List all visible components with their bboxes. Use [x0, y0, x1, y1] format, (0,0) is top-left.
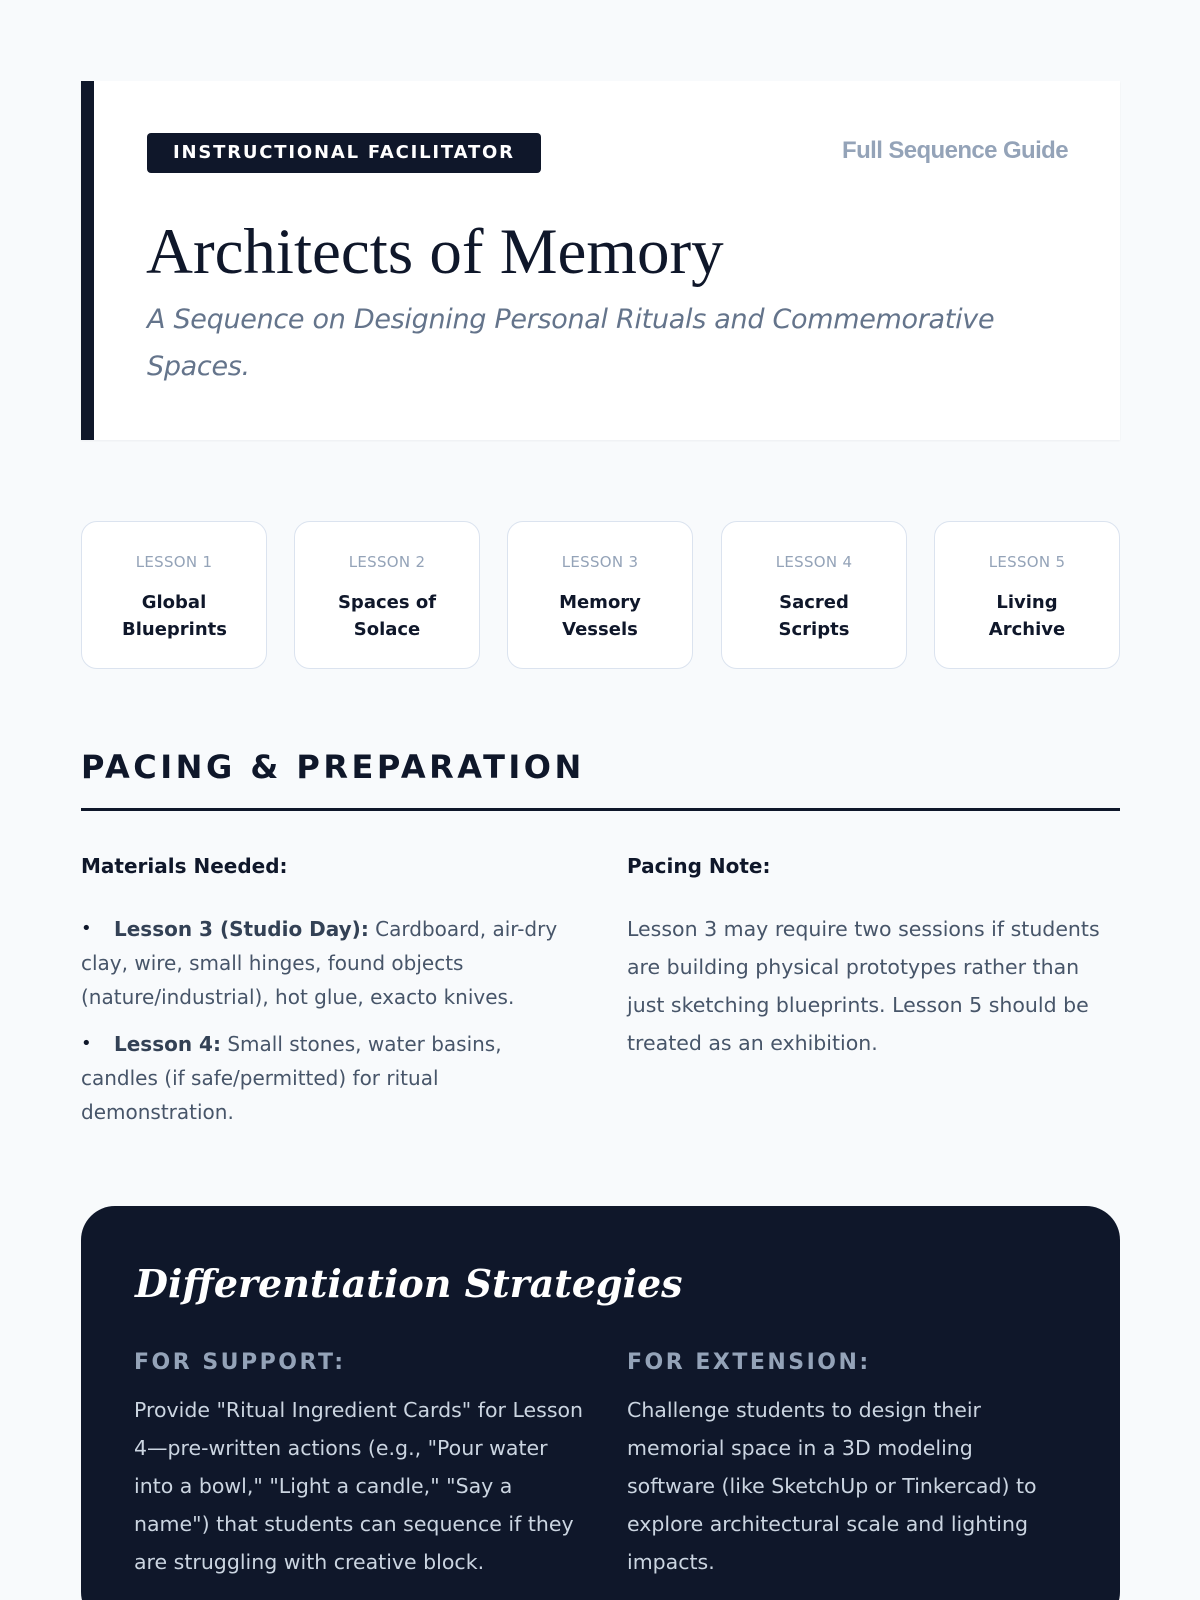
lesson-card-3[interactable]	[507, 521, 693, 669]
lesson-card-2[interactable]	[294, 521, 480, 669]
materials-list	[81, 912, 581, 1142]
materials-label: Materials Needed:	[81, 854, 288, 878]
section-divider	[81, 808, 1120, 811]
pacing-note-label: Pacing Note:	[627, 854, 771, 878]
header-card	[81, 81, 1120, 440]
differentiation-title: Differentiation Strategies	[135, 1261, 683, 1306]
support-text: Provide "Ritual Ingredient Cards" for Lesson 4—pre-written actions (e.g., "Pour water into a bowl," "Light a candle," "Say a name") that students can sequence if they are struggling with creative block.	[134, 1398, 584, 1574]
material-text: Cardboard, air-dry clay, wire, small hinges, found objects (nature/industrial), hot glue, exacto knives.	[81, 917, 558, 1009]
pacing-section-heading: PACING & PREPARATION	[81, 748, 585, 786]
lesson-nav	[81, 521, 1120, 669]
lesson-number: LESSON 5	[988, 553, 1066, 571]
role-badge: INSTRUCTIONAL FACILITATOR	[147, 133, 541, 173]
bullet-icon: •	[81, 918, 92, 939]
lesson-name: Memory Vessels	[559, 592, 641, 640]
lesson-number: LESSON 1	[135, 553, 213, 571]
lesson-number: LESSON 4	[775, 553, 853, 571]
lesson-card-5[interactable]	[934, 521, 1120, 669]
extension-text: Challenge students to design their memorial space in a 3D modeling software (like SketchUp or Tinkercad) to explore architectural scale and lighting impacts.	[627, 1398, 1037, 1574]
bullet-icon: •	[81, 1033, 92, 1054]
lesson-card-1[interactable]	[81, 521, 267, 669]
material-text: Small stones, water basins, candles (if safe/permitted) for ritual demonstration.	[81, 1032, 502, 1124]
differentiation-panel	[81, 1206, 1120, 1600]
full-sequence-guide-link[interactable]: Full Sequence Guide	[842, 137, 1068, 164]
lesson-name: Global Blueprints	[122, 592, 227, 640]
list-item	[81, 1027, 581, 1129]
lesson-name: Sacred Scripts	[778, 592, 850, 640]
support-label: FOR SUPPORT:	[134, 1350, 346, 1375]
lesson-name: Living Archive	[988, 592, 1066, 640]
page-title: Architects of Memory	[146, 216, 724, 288]
lesson-name: Spaces of Solace	[337, 592, 437, 640]
material-lesson: Lesson 3 (Studio Day):	[114, 917, 369, 941]
extension-label: FOR EXTENSION:	[627, 1350, 871, 1375]
material-lesson: Lesson 4:	[114, 1032, 221, 1056]
pacing-note-text: Lesson 3 may require two sessions if students are building physical prototypes rather than just sketching blueprints. Lesson 5 should be treated as an exhibition.	[627, 917, 1100, 1055]
page-subtitle: A Sequence on Designing Personal Rituals and Commemorative Spaces.	[147, 304, 995, 382]
list-item	[81, 912, 581, 1014]
lesson-number: LESSON 2	[348, 553, 426, 571]
lesson-number: LESSON 3	[561, 553, 639, 571]
lesson-card-4[interactable]	[721, 521, 907, 669]
